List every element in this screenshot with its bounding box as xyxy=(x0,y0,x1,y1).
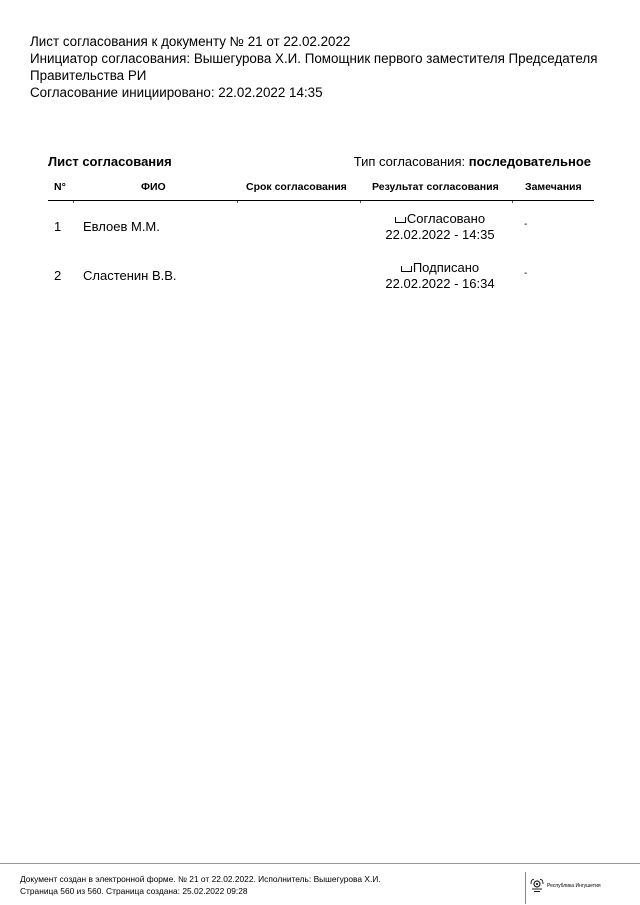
signature-mark-icon xyxy=(401,266,412,272)
footer-page-info: Страница 560 из 560. Страница создана: 25.02.2022 09:28 xyxy=(20,886,248,896)
column-divider xyxy=(512,201,513,203)
table-header xyxy=(48,180,594,200)
row-fio: Сластенин В.В. xyxy=(83,268,177,283)
row-status: Согласовано xyxy=(406,211,486,226)
footer-document-info: Документ создан в электронной форме. № 21 от 22.02.2022. Исполнитель: Вышегурова Х.И. xyxy=(20,874,381,884)
document-header xyxy=(30,33,630,101)
logo-text: Республика Ингушетия xyxy=(547,883,601,889)
sheet-title: Лист согласования xyxy=(48,154,172,169)
footer-separator xyxy=(525,872,526,904)
col-header-result: Результат согласования xyxy=(372,181,499,193)
approval-type-label: Тип согласования: xyxy=(353,154,469,169)
table-row xyxy=(48,260,594,300)
approval-type-value: последовательное xyxy=(468,154,591,169)
header-initiator-cont: Правительства РИ xyxy=(30,68,147,83)
footer-divider xyxy=(0,863,640,864)
header-initiated-date: Согласование инициировано: 22.02.2022 14:35 xyxy=(30,85,323,100)
row-remark: - xyxy=(524,268,528,279)
republic-logo xyxy=(530,878,601,894)
col-header-fio: ФИО xyxy=(141,181,166,193)
row-number: 1 xyxy=(54,219,62,234)
column-divider xyxy=(237,201,238,203)
col-header-remarks: Замечания xyxy=(525,181,582,193)
row-status: Подписано xyxy=(412,260,480,275)
column-divider xyxy=(360,201,361,203)
row-fio: Евлоев М.М. xyxy=(83,219,160,234)
row-result xyxy=(360,211,520,243)
row-result xyxy=(360,260,520,292)
footer-info xyxy=(20,873,381,897)
row-datetime: 22.02.2022 - 14:35 xyxy=(385,227,495,242)
header-title: Лист согласования к документу № 21 от 22.02.2022 xyxy=(30,34,351,49)
table-row xyxy=(48,211,594,251)
row-datetime: 22.02.2022 - 16:34 xyxy=(385,276,495,291)
row-number: 2 xyxy=(54,268,62,283)
approval-type xyxy=(354,154,591,169)
column-divider xyxy=(73,201,74,203)
row-remark: - xyxy=(524,219,528,230)
col-header-deadline: Срок согласования xyxy=(246,181,347,193)
col-header-num: N° xyxy=(54,181,66,193)
signature-mark-icon xyxy=(395,217,406,223)
emblem-icon xyxy=(530,878,544,894)
header-initiator: Инициатор согласования: Вышегурова Х.И. Помощник первого заместителя Председателя xyxy=(30,51,598,66)
